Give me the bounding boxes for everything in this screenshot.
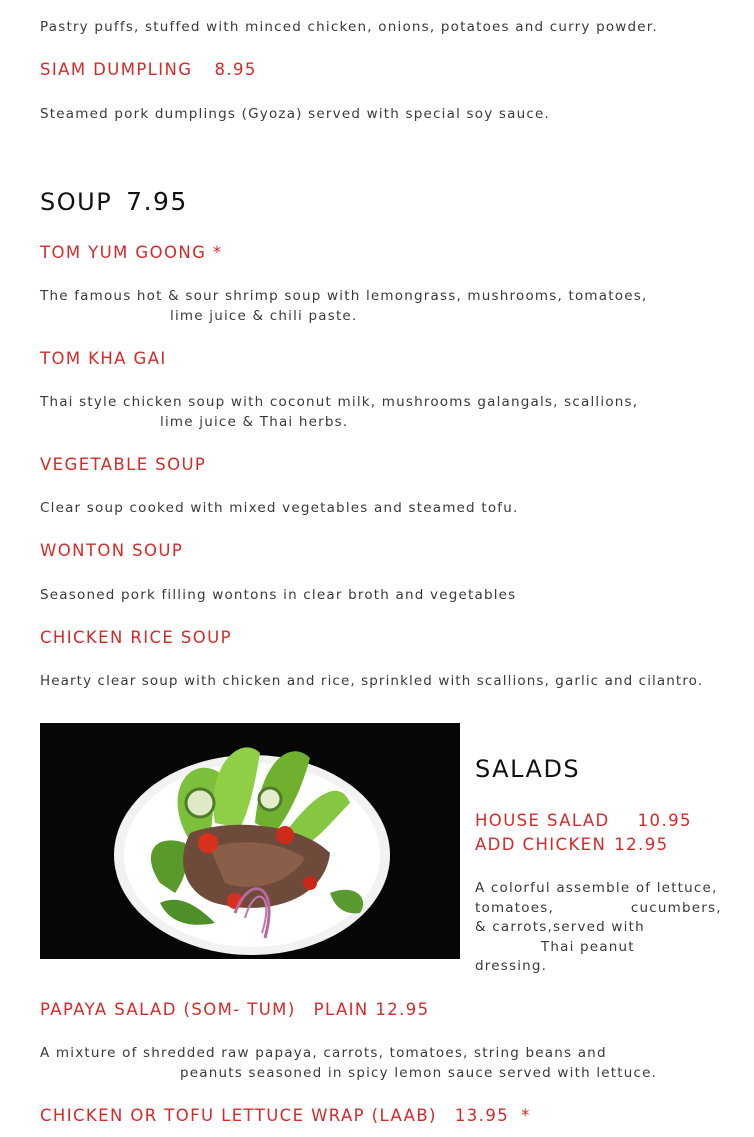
laab-item [40,1106,531,1125]
description-line: tomatoes, cucumbers, [475,899,722,916]
item-price: 8.95 [214,60,257,79]
description-line: The famous hot & sour shrimp soup with lemongrass, mushrooms, tomatoes, [40,288,648,304]
wonton-soup-item: WONTON SOUP [40,541,184,560]
wonton-soup-description: Seasoned pork filling wontons in clear broth and vegetables [40,587,517,603]
item-name: CHICKEN OR TOFU LETTUCE WRAP (LAAB) [40,1106,437,1125]
vegetable-soup-description: Clear soup cooked with mixed vegetables and steamed tofu. [40,500,519,516]
vegetable-soup-item: VEGETABLE SOUP [40,455,207,474]
description-line: A mixture of shredded raw papaya, carrots, tomatoes, string beans and [40,1045,607,1061]
tom-yum-goong-item: TOM YUM GOONG * [40,243,223,262]
item-price: 10.95 [637,811,692,830]
description-line: & carrots,served with [475,919,645,936]
item-name: HOUSE SALAD [475,811,610,830]
tom-yum-goong-description [40,286,647,326]
section-title: SOUP [40,188,113,216]
item-price: 12.95 [614,835,669,854]
description-line: dressing. [475,958,548,975]
description-line: peanuts seasoned in spicy lemon sauce served with lettuce. [180,1065,658,1081]
add-chicken-item [475,835,669,854]
description-line: A colorful assemble of lettuce, [475,880,718,896]
papaya-salad-description [40,1043,657,1083]
siam-dumpling-item [40,60,257,79]
soup-heading [40,187,188,216]
chicken-rice-soup-item: CHICKEN RICE SOUP [40,628,232,647]
item-price: 13.95 [454,1106,510,1125]
house-salad-description [475,879,730,977]
description-line: lime juice & Thai herbs. [160,414,349,430]
description-line: Thai peanut [475,938,635,955]
spicy-mark: * [521,1106,531,1125]
salads-heading: SALADS [475,755,581,783]
section-price: 7.95 [126,187,188,216]
item-name: SIAM DUMPLING [40,60,193,79]
tom-kha-gai-description [40,392,638,432]
tom-kha-gai-item: TOM KHA GAI [40,349,167,368]
description-line: lime juice & chili paste. [170,308,358,324]
siam-dumpling-description: Steamed pork dumplings (Gyoza) served with special soy sauce. [40,106,550,122]
chicken-rice-soup-description: Hearty clear soup with chicken and rice, sprinkled with scallions, garlic and cilantro. [40,673,704,689]
curry-puff-description: Pastry puffs, stuffed with minced chicken, onions, potatoes and curry powder. [40,19,658,35]
item-name: PAPAYA SALAD (SOM- TUM) [40,1000,296,1019]
salad-photo [40,723,460,959]
item-name: ADD CHICKEN [475,835,607,854]
house-salad-item [475,811,692,830]
item-price: PLAIN 12.95 [313,1000,430,1019]
description-line: Thai style chicken soup with coconut milk, mushrooms galangals, scallions, [40,394,639,410]
papaya-salad-item [40,1000,430,1019]
